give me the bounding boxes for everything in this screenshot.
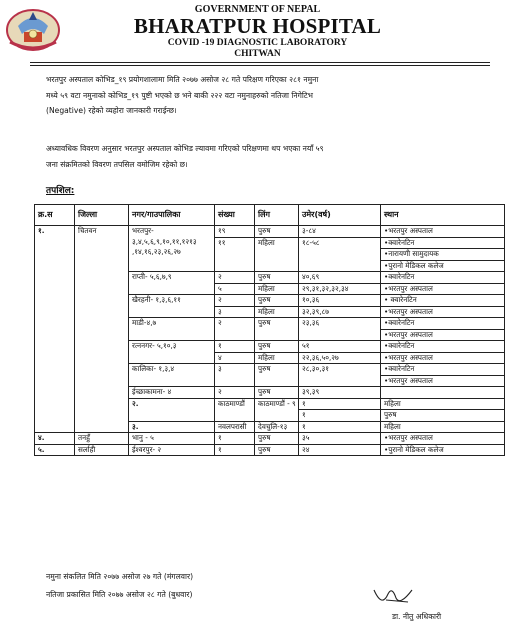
cell-age: २९,३१,३२,३२,३४: [299, 283, 381, 295]
cell-count: १: [215, 341, 255, 353]
cell-district: तनहुँ: [75, 433, 129, 445]
cell-gender: महिला: [381, 421, 505, 433]
cell-age: ३-८४: [299, 226, 381, 238]
intro-paragraph: [46, 72, 486, 119]
intro-line: मध्ये ५९ वटा नमुनाको कोभिड_१९ पुष्टी भएको छ भने बाकी २२२ वटा नमुनाहरुको नतिजा निगेटिभ: [46, 90, 314, 100]
cell-location: [381, 387, 505, 399]
cell-count: १: [299, 398, 381, 410]
cell-location: •भरतपुर अस्पताल: [381, 329, 505, 341]
intro-line: भरतपुर अस्पताल कोभिड_१९ प्रयोगशालामा मिति २०७७ असोज २८ गते परिक्षण गरिएका २८१ नमुना: [46, 75, 319, 84]
cell-age: ३९,३९: [299, 387, 381, 399]
header-location: स्थान: [381, 205, 505, 226]
cell-location: •भरतपुर अस्पताल: [381, 352, 505, 364]
header-rule: [30, 62, 490, 63]
cell-age: ३५: [299, 433, 381, 445]
cell-gender: पुरुष: [255, 226, 299, 238]
cell-count: २: [215, 295, 255, 307]
cell-district: सर्लाही: [75, 444, 129, 456]
cell-location: •क्वारेनटिन: [381, 341, 505, 353]
update-paragraph: [46, 141, 486, 172]
header-gender: लिंग: [255, 205, 299, 226]
cell-age: ३२,३९,८७: [299, 306, 381, 318]
cell-age: ४०,६९: [299, 272, 381, 284]
cell-gender: पुरुष: [255, 295, 299, 307]
signature-icon: [368, 584, 418, 610]
cell-location: •नारायणी सामुदायक: [381, 249, 505, 261]
sample-date: नमुना संकलित मिति २०७७ असोज २७ गते (मंगलवार): [46, 572, 194, 581]
cell-location: •क्वारेनटिन: [381, 318, 505, 330]
cell-gender: पुरुष: [255, 341, 299, 353]
cell-age: १०,३६: [299, 295, 381, 307]
header-rule-2: [30, 65, 490, 66]
cell-gender: महिला: [381, 398, 505, 410]
cell-location: •क्वारेनटिन: [381, 237, 505, 249]
cell-location: •भरतपुर अस्पताल: [381, 375, 505, 387]
cell-district: नवलपरासी: [215, 421, 255, 433]
cell-count: २: [215, 318, 255, 341]
cell-gender: पुरुष: [381, 410, 505, 422]
cell-sn: ४.: [35, 433, 75, 445]
update-line: अध्यावधिक विवरण अनुसार भरतपुर अस्पताल कोभिड ल्यावमा गरिएको परिक्षणमा थप भएका नयाँ ५९: [46, 144, 324, 153]
cell-municipality: खैरहनी- १,३,६,११: [129, 295, 215, 318]
cell-gender: पुरुष: [255, 364, 299, 387]
table-row: [35, 226, 505, 238]
cell-location: •भरतपुर अस्पताल: [381, 433, 505, 445]
header-municipality: नगर/गाउपालिका: [129, 205, 215, 226]
cell-age: १८-५८: [299, 237, 381, 272]
cell-count: २: [215, 272, 255, 284]
cell-gender: पुरुष: [255, 387, 299, 399]
hospital-name: BHARATPUR HOSPITAL: [133, 14, 382, 38]
cell-age: २२,३६,५०,२७: [299, 352, 381, 364]
lab-name: COVID -19 DIAGNOSTIC LABORATORY: [167, 38, 348, 48]
cell-count: १: [299, 421, 381, 433]
cell-gender: महिला: [255, 306, 299, 318]
table-header-row: [35, 205, 505, 226]
table-row: [35, 433, 505, 445]
cell-count: ५: [215, 283, 255, 295]
cell-municipality: ईच्छाकामना- ४: [129, 387, 215, 399]
cell-count: ३: [215, 306, 255, 318]
cell-count: १: [215, 433, 255, 445]
cell-gender: महिला: [255, 237, 299, 272]
cell-count: २: [215, 387, 255, 399]
cell-location: • क्वारेनटिन: [381, 295, 505, 307]
cell-location: •क्वारेनटिन: [381, 364, 505, 376]
cell-gender: महिला: [255, 283, 299, 295]
cell-count: १९: [215, 226, 255, 238]
header-sn: क्र.स: [35, 205, 75, 226]
cell-gender: महिला: [255, 352, 299, 364]
header-age: उमेर(वर्ष): [299, 205, 381, 226]
cell-location: •पुरानो मेडिकल कलेज: [381, 260, 505, 272]
cell-age: ५१: [299, 341, 381, 353]
header-count: संख्या: [215, 205, 255, 226]
cell-municipality: ईश्वरपुर- २: [129, 444, 215, 456]
cell-district: चितवन: [75, 226, 129, 433]
cell-municipality: भानु - ५: [129, 433, 215, 445]
cell-age: २८,३०,३१: [299, 364, 381, 387]
cell-municipality: कालिका- १,३,४: [129, 364, 215, 387]
cell-count: १: [299, 410, 381, 422]
cell-location: •भरतपुर अस्पताल: [381, 226, 505, 238]
result-date: नतिजा प्रकासित मिति २०७७ असोज २८ गते (बुधवार): [46, 590, 193, 599]
cases-table: [34, 204, 505, 456]
government-title: GOVERNMENT OF NEPAL: [194, 4, 321, 15]
cell-gender: पुरुष: [255, 272, 299, 284]
cell-municipality: राप्ती- ५,६,७,९: [129, 272, 215, 295]
cell-age: २३,३६: [299, 318, 381, 341]
cell-municipality: काठमाण्डौं - ९: [255, 398, 299, 421]
cell-gender: पुरुष: [255, 433, 299, 445]
update-line: जना संक्रमितको विवरण तपसिल वमोजिम रहेको छ।: [46, 159, 188, 169]
section-heading: तपशिल:: [46, 186, 75, 196]
cell-location: •क्वारेनटिन: [381, 272, 505, 284]
cell-age: २४: [299, 444, 381, 456]
cell-municipality: भरतपुर- ३,४,५,६,९,१०,११,१२१३ ,१४,१६,२३,२६,२७: [129, 226, 215, 272]
intro-line: (Negative) रहेको व्यहोरा जानकारी गराईन्छ।: [46, 106, 177, 115]
city-name: CHITWAN: [234, 49, 281, 59]
cell-sn: ३.: [129, 421, 215, 433]
signatory-name: डा. नीतु अधिकारी: [392, 612, 442, 621]
header-district: जिल्ला: [75, 205, 129, 226]
cell-municipality: माडी-४,७: [129, 318, 215, 341]
cell-sn: ५.: [35, 444, 75, 456]
cell-location: •भरतपुर अस्पताल: [381, 306, 505, 318]
table-row: [35, 444, 505, 456]
cell-sn: १.: [35, 226, 75, 433]
cell-location: •भरतपुर अस्पताल: [381, 283, 505, 295]
cell-gender: पुरुष: [255, 318, 299, 341]
cell-count: १: [215, 444, 255, 456]
cell-gender: पुरुष: [255, 444, 299, 456]
cell-location: •पुरानो मेडिकल कलेज: [381, 444, 505, 456]
cell-count: ११: [215, 237, 255, 272]
cell-municipality: रत्ननगर- ५,१०,३: [129, 341, 215, 364]
cell-count: ३: [215, 364, 255, 387]
cell-count: ४: [215, 352, 255, 364]
cell-municipality: देवचुलि-१३: [255, 421, 299, 433]
cell-district: काठमाण्डौं: [215, 398, 255, 421]
cell-sn: २.: [129, 398, 215, 421]
